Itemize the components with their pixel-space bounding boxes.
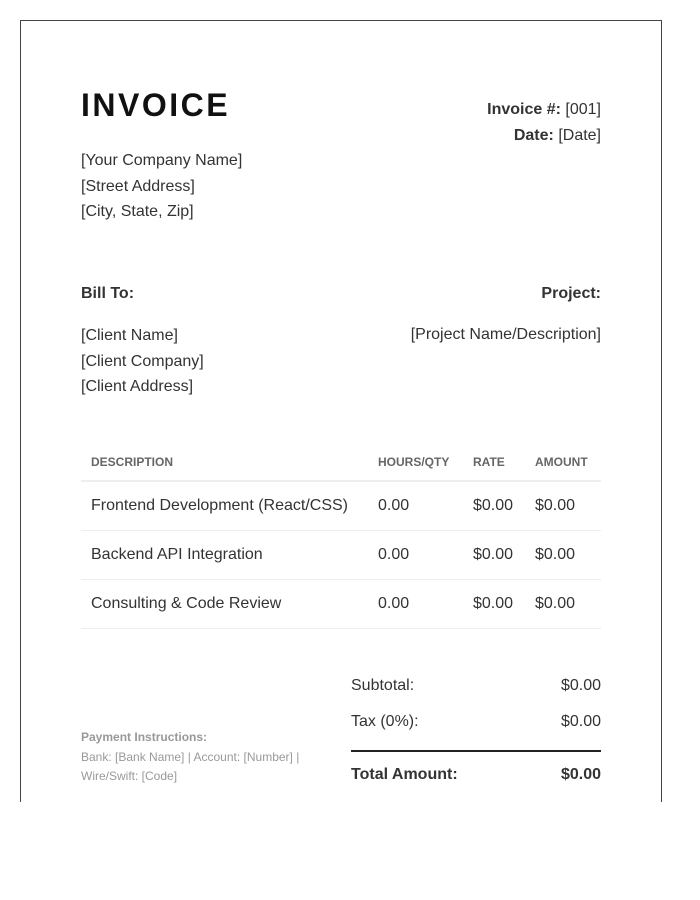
invoice-date — [514, 127, 601, 145]
payment-instructions-label: Payment Instructions: — [81, 730, 208, 744]
invoice-number — [487, 101, 601, 119]
item-description: Backend API Integration — [81, 530, 368, 579]
company-name: [Your Company Name] — [81, 152, 243, 169]
company-address-block — [81, 148, 242, 225]
header-hours-qty: HOURS/QTY — [368, 443, 463, 481]
bill-to-label: Bill To: — [81, 285, 135, 302]
total-divider — [351, 750, 601, 752]
item-rate: $0.00 — [463, 530, 525, 579]
invoice-title: INVOICE — [81, 87, 231, 123]
invoice-number-value: [001] — [565, 101, 601, 118]
item-hours-qty: 0.00 — [368, 579, 463, 628]
invoice-date-value: [Date] — [558, 127, 601, 144]
header-amount: AMOUNT — [525, 443, 601, 481]
table-row — [81, 481, 601, 530]
payment-instructions-line: Bank: [Bank Name] | Account: [Number] | — [81, 750, 300, 764]
invoice-date-label: Date: — [513, 127, 554, 144]
project-label: Project: — [541, 285, 601, 302]
subtotal-value: $0.00 — [560, 677, 601, 694]
item-rate: $0.00 — [463, 481, 525, 530]
total-amount-label: Total Amount: — [351, 766, 458, 783]
table-row — [81, 579, 601, 628]
client-company: [Client Company] — [81, 352, 204, 370]
invoice-number-label: Invoice #: — [487, 101, 561, 118]
tax-value: $0.00 — [560, 713, 601, 730]
item-hours-qty: 0.00 — [368, 530, 463, 579]
item-amount: $0.00 — [525, 530, 601, 579]
item-description: Consulting & Code Review — [81, 579, 368, 628]
client-address: [Client Address] — [81, 378, 194, 395]
item-amount: $0.00 — [525, 481, 601, 530]
item-description: Frontend Development (React/CSS) — [81, 481, 368, 530]
project-description: [Project Name/Description] — [410, 326, 601, 343]
invoice-sheet — [20, 20, 662, 802]
client-address-block — [81, 323, 204, 400]
tax-label: Tax (0%): — [351, 713, 419, 730]
company-street: [Street Address] — [81, 177, 195, 195]
client-name: [Client Name] — [81, 327, 178, 344]
header-rate: RATE — [463, 443, 525, 481]
payment-instructions-line: Wire/Swift: [Code] — [81, 769, 178, 783]
item-hours-qty: 0.00 — [368, 481, 463, 530]
table-header-row — [81, 443, 601, 481]
subtotal-label: Subtotal: — [351, 677, 415, 694]
header-description: DESCRIPTION — [81, 443, 368, 481]
item-amount: $0.00 — [525, 579, 601, 628]
total-amount-value: $0.00 — [560, 766, 601, 783]
item-rate: $0.00 — [463, 579, 525, 628]
line-items-table — [81, 443, 601, 629]
company-city: [City, State, Zip] — [81, 203, 194, 220]
table-row — [81, 530, 601, 579]
